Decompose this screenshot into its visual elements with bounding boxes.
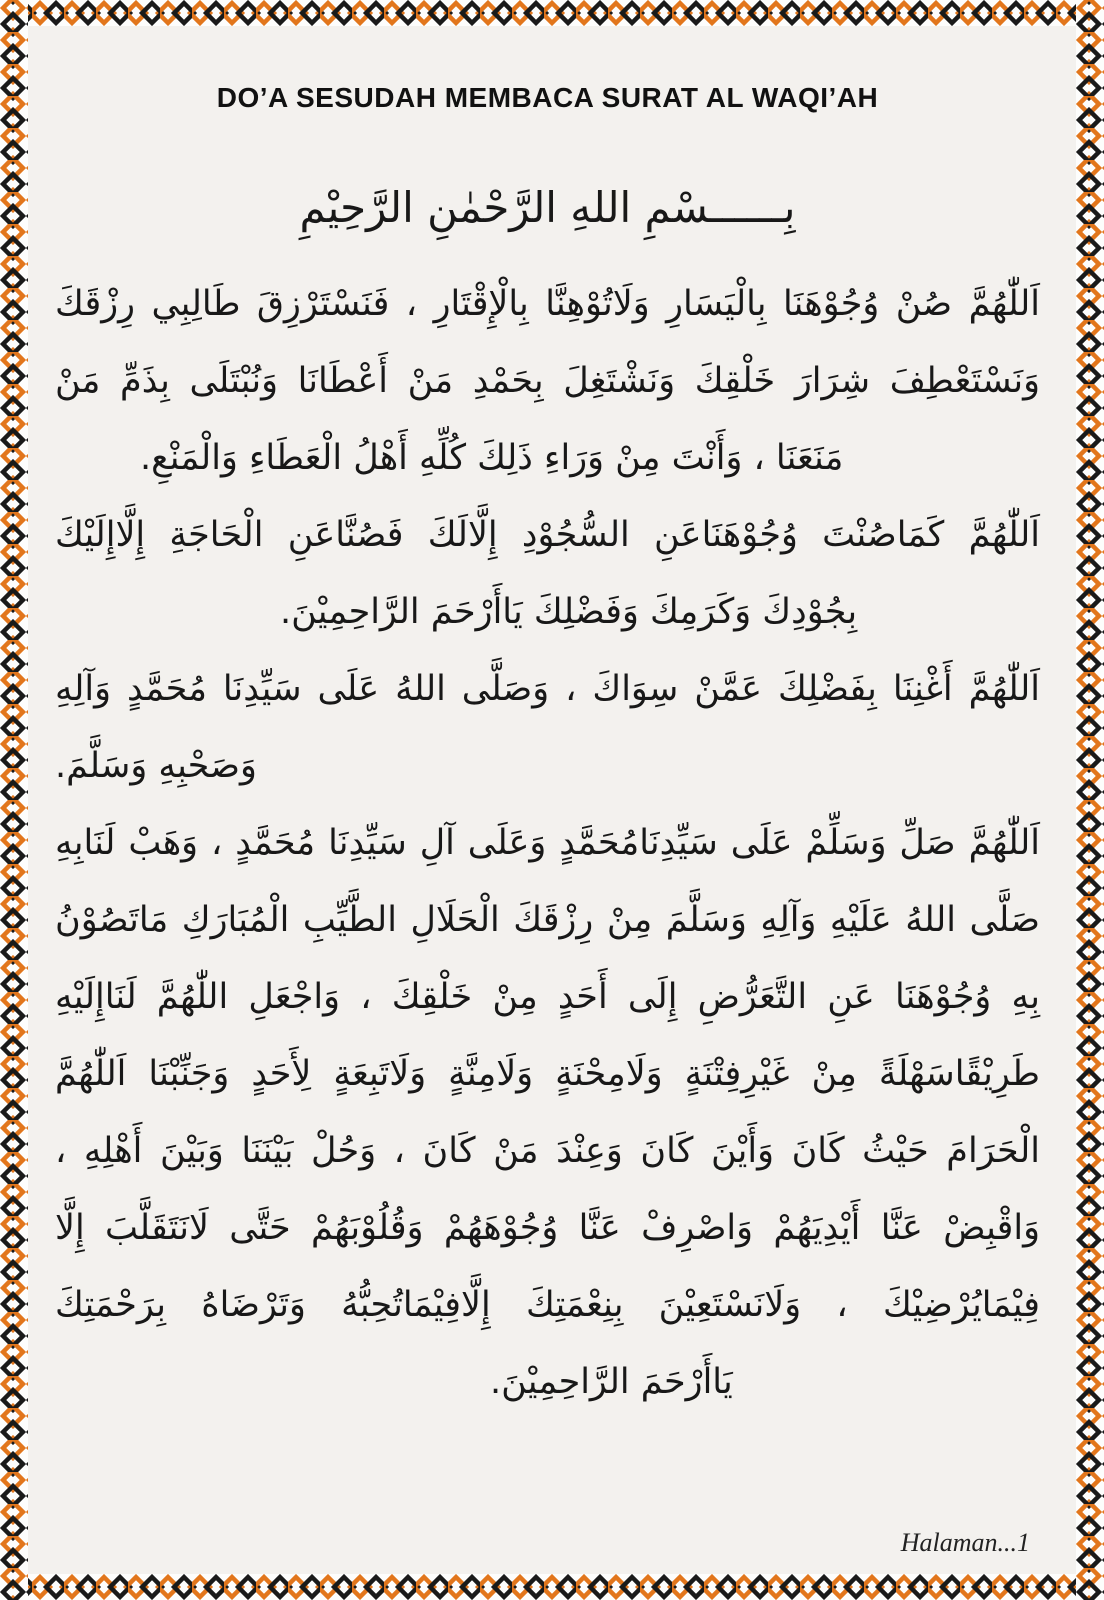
prayer-line: فِيْمَايُرْضِيْكَ ، وَلَانَسْتَعِيْنَ بِنِعْمَتِكَ إِلَّافِيْمَاتُحِبُّهُ وَتَرْضَاهُ بِرَحْمَتِكَ xyxy=(55,1285,1040,1325)
prayer-line: اَللّٰهُمَّ كَمَاصُنْتَ وُجُوْهَنَاعَنِ السُّجُوْدِ إِلَّالَكَ فَصُنَّاعَنِ الْحَاجَةِ إِلَّاإِلَيْكَ xyxy=(55,515,1040,555)
prayer-line: مَنَعَنَا ، وَأَنْتَ مِنْ وَرَاءِ ذَلِكَ كُلِّهِ أَهْلُ الْعَطَاءِ وَالْمَنْعِ. xyxy=(140,438,844,478)
prayer-line: وَاقْبِضْ عَنَّا أَيْدِيَهُمْ وَاصْرِفْ عَنَّا وُجُوْهَهُمْ وَقُلُوْبَهُمْ حَتَّى لَانَتَقَلَّبَ إِلَّا xyxy=(55,1208,1040,1248)
prayer-line: اَللّٰهُمَّ أَغْنِنَا بِفَضْلِكَ عَمَّنْ سِوَاكَ ، وَصَلَّى اللهُ عَلَى سَيِّدِنَا مُحَمَّدٍ وَآلِهِ xyxy=(55,669,1040,709)
prayer-line: بِهِ وُجُوْهَنَا عَنِ التَّعَرُّضِ إِلَى أَحَدٍ مِنْ خَلْقِكَ ، وَاجْعَلِ اللّٰهُمَّ لَنَاإِلَيْهِ xyxy=(55,977,1040,1017)
prayer-line: اَللّٰهُمَّ صَلِّ وَسَلِّمْ عَلَى سَيِّدِنَامُحَمَّدٍ وَعَلَى آلِ سَيِّدِنَا مُحَمَّدٍ ، وَهَبْ لَنَابِهِ xyxy=(55,823,1040,863)
ornamental-border-right xyxy=(1076,0,1104,1600)
prayer-paragraph xyxy=(55,805,1040,1421)
prayer-paragraph xyxy=(55,497,1040,651)
ornamental-border-top xyxy=(0,0,1104,26)
prayer-line: بِجُوْدِكَ وَكَرَمِكَ وَفَضْلِكَ يَاأَرْحَمَ الرَّاحِمِيْنَ. xyxy=(280,592,858,632)
page-content xyxy=(28,26,1076,1574)
prayer-paragraph xyxy=(55,651,1040,805)
ornamental-border-left xyxy=(0,0,28,1600)
page-number-label: Halaman...1 xyxy=(900,1528,1030,1557)
prayer-line: طَرِيْقًاسَهْلَةً مِنْ غَيْرِفِتْنَةٍ وَلَامِحْنَةٍ وَلَامِنَّةٍ وَلَاتَبِعَةٍ لِأَحَدٍ وَجَنِّبْنَا اَللّٰهُمَّ xyxy=(55,1054,1040,1094)
prayer-paragraphs xyxy=(55,266,1040,1421)
prayer-line: وَصَحْبِهِ وَسَلَّمَ. xyxy=(55,746,257,786)
prayer-line: الْحَرَامَ حَيْثُ كَانَ وَأَيْنَ كَانَ وَعِنْدَ مَنْ كَانَ ، وَحُلْ بَيْنَنَا وَبَيْنَ أَهْلِهِ ، xyxy=(55,1131,1040,1171)
basmala-line: بِــــــسْمِ اللهِ الرَّحْمٰنِ الرَّحِيْمِ xyxy=(299,183,796,232)
page-title: DO’A SESUDAH MEMBACA SURAT AL WAQI’AH xyxy=(216,82,879,113)
prayer-line: وَنَسْتَعْطِفَ شِرَارَ خَلْقِكَ وَنَشْتَغِلَ بِحَمْدِ مَنْ أَعْطَانَا وَنُبْتَلَى بِذَمِّ مَنْ xyxy=(55,361,1040,401)
prayer-line: صَلَّى اللهُ عَلَيْهِ وَآلِهِ وَسَلَّمَ مِنْ رِزْقَكَ الْحَلَالِ الطَّيِّبِ الْمُبَارَكِ مَاتَصُوْنُ xyxy=(55,900,1040,940)
prayer-paragraph xyxy=(55,266,1040,497)
prayer-line: يَاأَرْحَمَ الرَّاحِمِيْنَ. xyxy=(490,1362,733,1402)
prayer-line: اَللّٰهُمَّ صُنْ وُجُوْهَنَا بِالْيَسَارِ وَلَاتُوْهِنَّا بِالْإِقْتَارِ ، فَنَسْتَرْزِقَ طَالِبِي رِزْقَكَ xyxy=(55,284,1040,324)
ornamental-border-bottom xyxy=(0,1574,1104,1600)
